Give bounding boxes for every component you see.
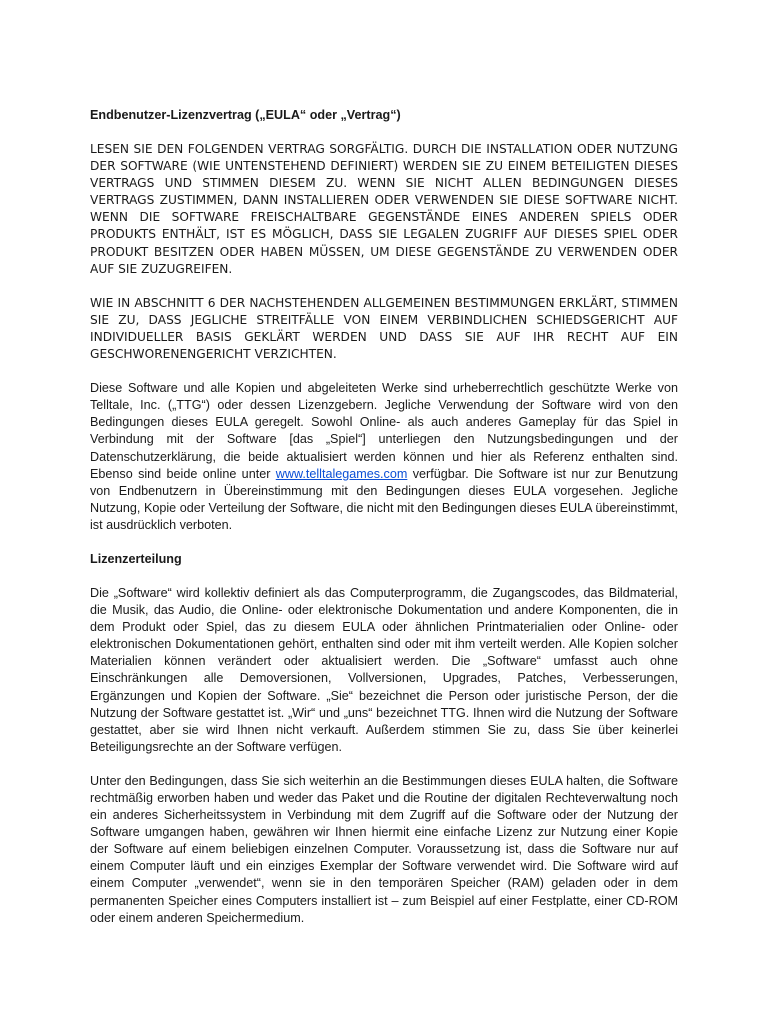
copyright-paragraph	[90, 380, 678, 534]
telltale-website-link[interactable]: www.telltalegames.com	[275, 466, 408, 481]
caps-paragraph-2: WIE IN ABSCHNITT 6 DER NACHSTEHENDEN ALLGEMEINEN BESTIMMUNGEN ERKLÄRT, STIMMEN SIE ZU, DASS JEGLICHE STREITFÄLLE VON EINEM VERBINDLICHEN SCHIEDSGERICHT AUF INDIVIDUELLER BASIS GEKLÄRT WERDEN UND DASS SIE AUF IHR RECHT AUF EIN GESCHWORENENGERICHT VERZICHTEN.	[90, 295, 678, 362]
license-definition-paragraph: Die „Software“ wird kollektiv definiert als das Computerprogramm, die Zugangscodes, das Bildmaterial, die Musik, das Audio, die Online- oder elektronische Dokumentation und andere Komponenten, die in dem Produkt oder Spiel, das zu diesem EULA oder ähnlichen Printmaterialien oder Online- oder elektronischen Dokumentationen gehört, enthalten sind oder mit ihm verteilt werden. Alle Kopien solcher Materialien können verändert oder aktualisiert werden. Die „Software“ umfasst auch ohne Einschränkungen alle Demoversionen, Vollversionen, Upgrades, Patches, Verbesserungen, Ergänzungen und Kopien der Software. „Sie“ bezeichnet die Person oder juristische Person, der die Nutzung der Software gestattet ist. „Wir“ und „uns“ bezeichnet TTG. Ihnen wird die Nutzung der Software gestattet, aber sie wird Ihnen nicht verkauft. Außerdem stimmen Sie zu, dass Sie über keinerlei Beteiligungsrechte an der Software verfügen.	[90, 585, 678, 754]
document-title: Endbenutzer-Lizenzvertrag („EULA“ oder „Vertrag“)	[90, 108, 401, 122]
license-grant-paragraph: Unter den Bedingungen, dass Sie sich weiterhin an die Bestimmungen dieses EULA halten, die Software rechtmäßig erworben haben und weder das Paket und die Routine der digitalen Rechteverwaltung noch ein anderes Sicherheitssystem in Verbindung mit dem Zugriff auf die Software oder der Nutzung der Software umgangen haben, gewähren wir Ihnen hiermit eine einfache Lizenz zur Nutzung einer Kopie der Software auf einem beliebigen einzelnen Computer. Voraussetzung ist, dass die Software nur auf einem Computer läuft und ein einziges Exemplar der Software verwendet wird. Die Software wird auf einem Computer „verwendet“, wenn sie in den temporären Speicher (RAM) geladen oder in dem permanenten Speicher eines Computers installiert ist – zum Beispiel auf einer Festplatte, einer CD-ROM oder einem anderen Speichermedium.	[90, 773, 678, 925]
section-heading-license: Lizenzerteilung	[90, 551, 182, 566]
copyright-text-end: verfügbar. Die Software ist nur zur Benutzung von Endbenutzern in Übereinstimmung mit den Bedingungen dieses EULA vorgesehen. Jegliche Nutzung, Kopie oder Verteilung der Software, die nicht mit den Bedingungen dieses EULA übereinstimmt, ist ausdrücklich verboten.	[90, 466, 678, 532]
caps-paragraph-1: LESEN SIE DEN FOLGENDEN VERTRAG SORGFÄLTIG. DURCH DIE INSTALLATION ODER NUTZUNG DER SOFTWARE (WIE UNTENSTEHEND DEFINIERT) WERDEN SIE ZU EINEM BETEILIGTEN DIESES VERTRAGS UND STIMMEN DIESEM ZU. WENN SIE NICHT ALLEN BEDINGUNGEN DIESES VERTRAGS ZUSTIMMEN, DANN INSTALLIEREN ODER VERWENDEN SIE DIESE SOFTWARE NICHT. WENN DIE SOFTWARE FREISCHALTBARE GEGENSTÄNDE EINES ANDEREN SPIELS ODER PRODUKTS ENTHÄLT, IST ES MÖGLICH, DASS SIE LEGALEN ZUGRIFF AUF DIESES SPIEL ODER PRODUKT BESITZEN ODER HABEN MÜSSEN, UM DIESE GEGENSTÄNDE ZU VERWENDEN ODER AUF SIE ZUZUGREIFEN.	[90, 142, 678, 276]
eula-document	[90, 107, 678, 944]
copyright-text-start: Diese Software und alle Kopien und abgeleiteten Werke sind urheberrechtlich geschützte Werke von Telltale, Inc. („TTG“) oder dessen Lizenzgebern. Jegliche Verwendung der Software wird von den Bedingungen dieses EULA geregelt. Sowohl Online- als auch anderes Gameplay für das Spiel in Verbindung mit der Software [das „Spiel“] unterliegen den Nutzungsbedingungen und der Datenschutzerklärung, die beide aktualisiert werden können und hier als Referenz enthalten sind. Ebenso sind beide online unter	[90, 381, 678, 481]
